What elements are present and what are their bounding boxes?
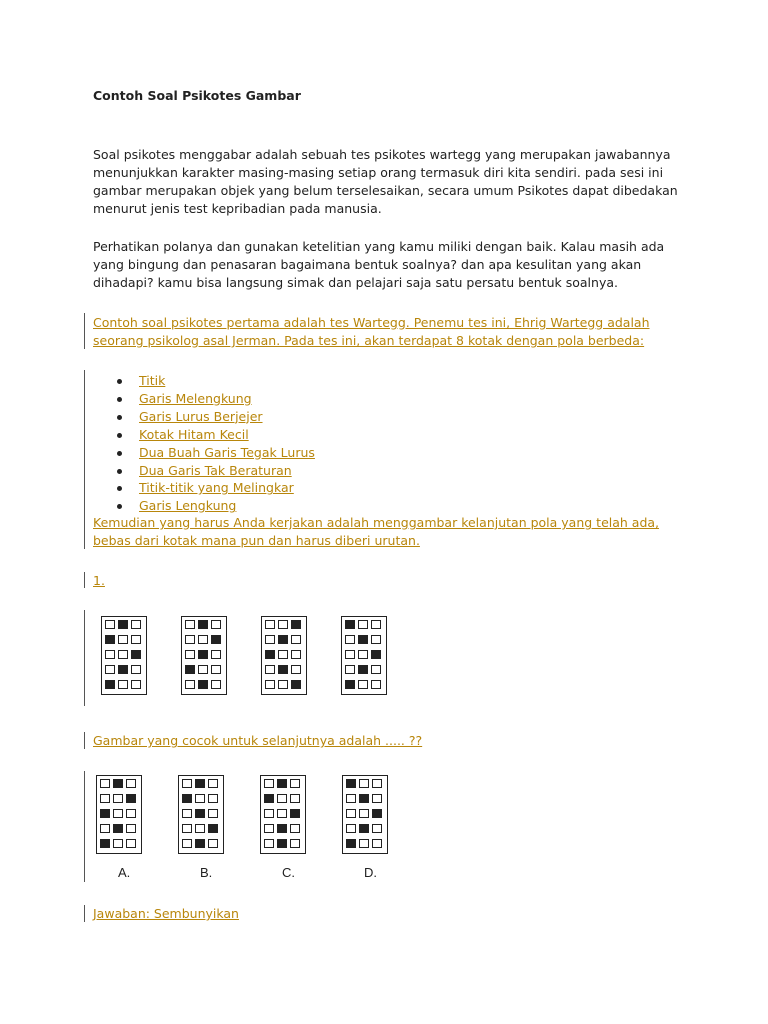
answer-option-label: C. (282, 865, 295, 880)
quote-bar (84, 905, 85, 922)
empty-cell (100, 779, 110, 788)
empty-cell (290, 839, 300, 848)
intro-line: Soal psikotes menggabar adalah sebuah tes psikotes wartegg yang merupakan jawabannya (93, 147, 671, 162)
empty-cell (211, 650, 221, 659)
question-pattern-grid (101, 616, 147, 695)
instruction-line: dihadapi? kamu bisa langsung simak dan pelajari saja satu persatu bentuk soalnya. (93, 275, 618, 290)
filled-cell (208, 824, 218, 833)
follow-up (93, 514, 693, 550)
question-prompt[interactable]: Gambar yang cocok untuk selanjutnya adalah ..... ?? (93, 733, 423, 748)
empty-cell (358, 620, 368, 629)
empty-cell (359, 779, 369, 788)
empty-cell (211, 665, 221, 674)
empty-cell (208, 839, 218, 848)
filled-cell (345, 680, 355, 689)
follow-up-link[interactable]: bebas dari kotak mana pun dan harus diberi urutan. (93, 533, 420, 548)
empty-cell (113, 794, 123, 803)
filled-cell (118, 665, 128, 674)
box-link-kotak-hitam-kecil[interactable]: Kotak Hitam Kecil (139, 426, 249, 442)
instruction-line: Perhatikan polanya dan gunakan ketelitian yang kamu miliki dengan baik. Kalau masih ada (93, 239, 665, 254)
filled-cell (105, 680, 115, 689)
empty-cell (198, 635, 208, 644)
empty-cell (131, 635, 141, 644)
empty-cell (264, 779, 274, 788)
empty-cell (277, 809, 287, 818)
filled-cell (100, 809, 110, 818)
answer-option-label: D. (364, 865, 377, 880)
filled-cell (198, 650, 208, 659)
list-item (93, 408, 315, 426)
answer-option-label: A. (118, 865, 131, 880)
list-item (93, 390, 315, 408)
answer-toggle-link[interactable]: Jawaban: Sembunyikan (93, 906, 239, 921)
question-pattern-grid (261, 616, 307, 695)
empty-cell (291, 665, 301, 674)
empty-cell (291, 650, 301, 659)
empty-cell (126, 824, 136, 833)
list-item (93, 497, 315, 515)
question-pattern-grid (181, 616, 227, 695)
filled-cell (346, 839, 356, 848)
empty-cell (126, 809, 136, 818)
empty-cell (346, 794, 356, 803)
filled-cell (264, 794, 274, 803)
list-item (93, 479, 315, 497)
empty-cell (113, 809, 123, 818)
empty-cell (185, 650, 195, 659)
wartegg-intro (93, 314, 693, 350)
empty-cell (211, 680, 221, 689)
empty-cell (372, 824, 382, 833)
filled-cell (346, 779, 356, 788)
empty-cell (345, 665, 355, 674)
empty-cell (185, 680, 195, 689)
empty-cell (264, 809, 274, 818)
question-figure (95, 612, 400, 704)
empty-cell (208, 809, 218, 818)
list-item (93, 372, 315, 390)
empty-cell (345, 650, 355, 659)
empty-cell (278, 620, 288, 629)
empty-cell (126, 839, 136, 848)
filled-cell (371, 650, 381, 659)
empty-cell (118, 635, 128, 644)
empty-cell (105, 650, 115, 659)
filled-cell (291, 620, 301, 629)
empty-cell (372, 839, 382, 848)
filled-cell (131, 650, 141, 659)
follow-up-link[interactable]: Kemudian yang harus Anda kerjakan adalah menggambar kelanjutan pola yang telah ada, (93, 515, 660, 530)
empty-cell (345, 635, 355, 644)
answer-option-label: B. (200, 865, 213, 880)
list-item (93, 462, 315, 480)
empty-cell (131, 680, 141, 689)
box-link-garis-melengkung[interactable]: Garis Melengkung (139, 390, 252, 406)
quote-bar (84, 370, 85, 549)
filled-cell (358, 635, 368, 644)
wartegg-intro-link[interactable]: Contoh soal psikotes pertama adalah tes Wartegg. Penemu tes ini, Ehrig Wartegg adalah (93, 315, 650, 330)
empty-cell (264, 839, 274, 848)
empty-cell (182, 809, 192, 818)
empty-cell (346, 824, 356, 833)
empty-cell (358, 680, 368, 689)
quote-bar (84, 771, 85, 882)
empty-cell (118, 650, 128, 659)
empty-cell (371, 680, 381, 689)
empty-cell (105, 620, 115, 629)
box-link-garis-lurus-berjejer[interactable]: Garis Lurus Berjejer (139, 408, 263, 424)
empty-cell (290, 824, 300, 833)
empty-cell (265, 635, 275, 644)
answer-pattern-grid (260, 775, 306, 854)
filled-cell (113, 779, 123, 788)
filled-cell (195, 809, 205, 818)
filled-cell (277, 839, 287, 848)
empty-cell (208, 794, 218, 803)
box-link-garis-lengkung[interactable]: Garis Lengkung (139, 498, 237, 514)
empty-cell (265, 680, 275, 689)
empty-cell (290, 794, 300, 803)
empty-cell (113, 839, 123, 848)
filled-cell (290, 809, 300, 818)
filled-cell (195, 779, 205, 788)
quote-bar (84, 313, 85, 349)
filled-cell (185, 665, 195, 674)
filled-cell (195, 839, 205, 848)
page-title: Contoh Soal Psikotes Gambar (93, 88, 301, 103)
filled-cell (100, 839, 110, 848)
empty-cell (346, 809, 356, 818)
filled-cell (278, 665, 288, 674)
filled-cell (277, 824, 287, 833)
empty-cell (182, 839, 192, 848)
empty-cell (211, 620, 221, 629)
answer-figure (92, 773, 404, 883)
empty-cell (118, 680, 128, 689)
answer-block (93, 905, 693, 923)
filled-cell (265, 650, 275, 659)
empty-cell (182, 779, 192, 788)
empty-cell (278, 680, 288, 689)
intro-line: menunjukkan karakter masing-masing setiap orang termasuk diri kita sendiri. pada sesi ini (93, 165, 664, 180)
empty-cell (208, 779, 218, 788)
instruction-line: yang bingung dan penasaran bagaimana bentuk soalnya? dan apa kesulitan yang akan (93, 257, 642, 272)
quote-bar (84, 572, 85, 588)
filled-cell (211, 635, 221, 644)
list-item (93, 426, 315, 444)
empty-cell (100, 794, 110, 803)
filled-cell (345, 620, 355, 629)
empty-cell (100, 824, 110, 833)
wartegg-box-list (93, 372, 315, 515)
filled-cell (126, 794, 136, 803)
box-link-titik[interactable]: Titik (139, 373, 166, 388)
empty-cell (182, 824, 192, 833)
filled-cell (291, 680, 301, 689)
empty-cell (358, 650, 368, 659)
empty-cell (371, 635, 381, 644)
quote-bar (84, 732, 85, 749)
empty-cell (372, 794, 382, 803)
answer-pattern-grid (178, 775, 224, 854)
empty-cell (265, 665, 275, 674)
question-number[interactable]: 1. (93, 573, 105, 588)
empty-cell (105, 665, 115, 674)
answer-pattern-grid (96, 775, 142, 854)
filled-cell (182, 794, 192, 803)
empty-cell (195, 824, 205, 833)
list-item (93, 444, 315, 462)
empty-cell (372, 779, 382, 788)
empty-cell (264, 824, 274, 833)
filled-cell (359, 824, 369, 833)
prompt-block (93, 732, 693, 750)
intro-line: gambar merupakan objek yang belum terselesaikan, secara umum Psikotes dapat dibedakan (93, 183, 678, 198)
empty-cell (198, 665, 208, 674)
empty-cell (126, 779, 136, 788)
intro-line: menurut jenis test kepribadian pada manusia. (93, 201, 382, 216)
wartegg-intro-link[interactable]: seorang psikolog asal Jerman. Pada tes ini, akan terdapat 8 kotak dengan pola berbeda: (93, 333, 645, 348)
question-number-block (93, 572, 693, 590)
empty-cell (278, 650, 288, 659)
empty-cell (359, 839, 369, 848)
filled-cell (372, 809, 382, 818)
empty-cell (291, 635, 301, 644)
quote-bar (84, 610, 85, 706)
filled-cell (198, 680, 208, 689)
filled-cell (105, 635, 115, 644)
empty-cell (265, 620, 275, 629)
instruction-paragraph (93, 238, 693, 292)
empty-cell (185, 620, 195, 629)
empty-cell (277, 794, 287, 803)
empty-cell (131, 665, 141, 674)
filled-cell (118, 620, 128, 629)
filled-cell (277, 779, 287, 788)
empty-cell (185, 635, 195, 644)
empty-cell (131, 620, 141, 629)
empty-cell (371, 620, 381, 629)
empty-cell (359, 809, 369, 818)
filled-cell (359, 794, 369, 803)
filled-cell (278, 635, 288, 644)
box-link-titik-titik-melingkar[interactable]: Titik-titik yang Melingkar (139, 480, 294, 496)
empty-cell (371, 665, 381, 674)
answer-pattern-grid (342, 775, 388, 854)
filled-cell (113, 824, 123, 833)
box-link-dua-garis-tegak-lurus[interactable]: Dua Buah Garis Tegak Lurus (139, 444, 315, 460)
empty-cell (290, 779, 300, 788)
filled-cell (358, 665, 368, 674)
question-pattern-grid (341, 616, 387, 695)
box-link-dua-garis-tak-beraturan[interactable]: Dua Garis Tak Beraturan (139, 462, 292, 478)
filled-cell (198, 620, 208, 629)
empty-cell (195, 794, 205, 803)
intro-paragraph (93, 146, 693, 218)
